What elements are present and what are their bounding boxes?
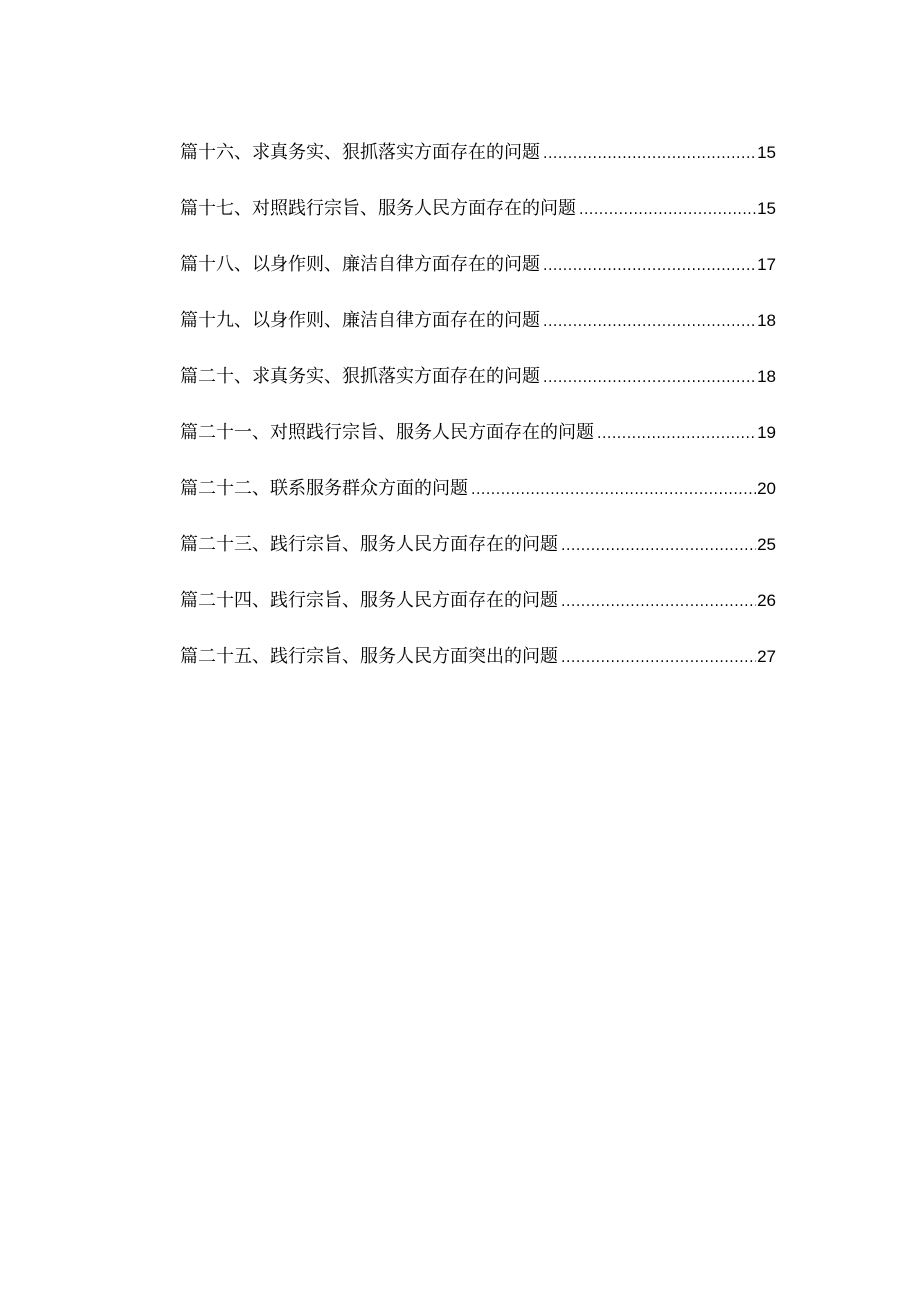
toc-dot-leader xyxy=(561,645,756,671)
toc-entry-title: 篇十七、对照践行宗旨、服务人民方面存在的问题 xyxy=(180,198,576,219)
toc-dot-leader xyxy=(543,309,756,335)
toc-page-number: 25 xyxy=(757,535,776,554)
toc-page-number: 15 xyxy=(757,143,776,162)
table-of-contents xyxy=(180,140,776,700)
toc-entry-title: 篇二十三、践行宗旨、服务人民方面存在的问题 xyxy=(180,534,558,555)
toc-entry[interactable] xyxy=(180,532,776,588)
toc-dot-leader xyxy=(597,421,756,447)
toc-entry[interactable] xyxy=(180,140,776,196)
toc-entry[interactable] xyxy=(180,196,776,252)
toc-entry[interactable] xyxy=(180,644,776,700)
toc-entry-title: 篇二十、求真务实、狠抓落实方面存在的问题 xyxy=(180,366,540,387)
toc-page-number: 17 xyxy=(757,255,776,274)
toc-dot-leader xyxy=(471,477,756,503)
toc-dot-leader xyxy=(561,589,756,615)
toc-dot-leader xyxy=(543,365,756,391)
toc-page-number: 20 xyxy=(757,479,776,498)
toc-dot-leader xyxy=(561,533,756,559)
toc-entry-title: 篇十九、以身作则、廉洁自律方面存在的问题 xyxy=(180,310,540,331)
toc-page-number: 27 xyxy=(757,647,776,666)
toc-entry[interactable] xyxy=(180,308,776,364)
toc-entry-title: 篇二十五、践行宗旨、服务人民方面突出的问题 xyxy=(180,646,558,667)
toc-entry-title: 篇二十四、践行宗旨、服务人民方面存在的问题 xyxy=(180,590,558,611)
toc-entry[interactable] xyxy=(180,588,776,644)
toc-entry[interactable] xyxy=(180,476,776,532)
toc-entry-title: 篇十八、以身作则、廉洁自律方面存在的问题 xyxy=(180,254,540,275)
toc-entry[interactable] xyxy=(180,364,776,420)
toc-dot-leader xyxy=(543,141,756,167)
toc-entry-title: 篇二十二、联系服务群众方面的问题 xyxy=(180,478,468,499)
toc-entry-title: 篇二十一、对照践行宗旨、服务人民方面存在的问题 xyxy=(180,422,594,443)
toc-page-number: 19 xyxy=(757,423,776,442)
toc-entry[interactable] xyxy=(180,252,776,308)
toc-page-number: 26 xyxy=(757,591,776,610)
toc-page-number: 15 xyxy=(757,199,776,218)
toc-entry[interactable] xyxy=(180,420,776,476)
toc-dot-leader xyxy=(579,197,756,223)
toc-page-number: 18 xyxy=(757,311,776,330)
toc-page-number: 18 xyxy=(757,367,776,386)
toc-entry-title: 篇十六、求真务实、狠抓落实方面存在的问题 xyxy=(180,142,540,163)
toc-dot-leader xyxy=(543,253,756,279)
